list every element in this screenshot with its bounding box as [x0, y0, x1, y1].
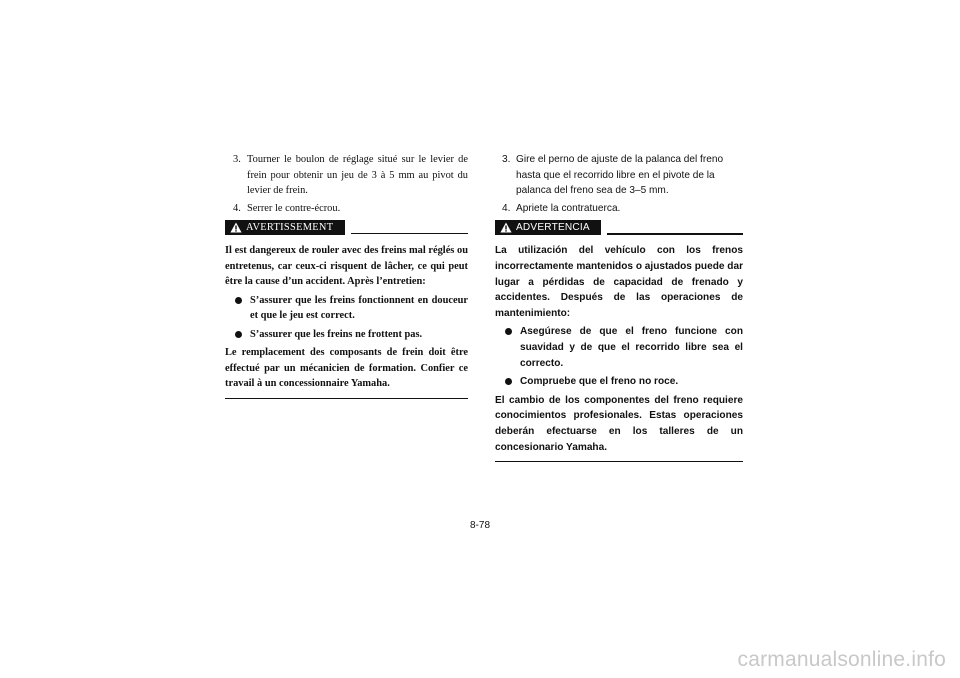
bullet-dot: [505, 378, 512, 385]
bullet-item: [495, 324, 743, 371]
warning-rule: [351, 233, 468, 234]
step-number: 3.: [233, 154, 241, 165]
bullet-item: [495, 374, 743, 390]
step-4-fr: [225, 201, 468, 217]
bullet-text: S’assurer que les freins fonctionnent en douceur et que le jeu est correct.: [250, 294, 468, 321]
warning-footer-es: El cambio de los componentes del freno requiere conocimientos profesionales. Estas operaciones deberán efectuarse en los talleres de un concesionario Yamaha.: [495, 394, 743, 453]
bullet-dot: [235, 297, 242, 304]
warning-badge: [495, 220, 601, 235]
spanish-column: [495, 152, 743, 462]
warning-badge: [225, 220, 345, 235]
bullet-dot: [235, 331, 242, 338]
bullet-text: S’assurer que les freins ne frottent pas.: [250, 328, 423, 340]
step-text: Serrer le contre-écrou.: [247, 202, 341, 214]
step-3-fr: [225, 152, 468, 199]
warning-label: ADVERTENCIA: [516, 222, 590, 234]
step-text: Tourner le boulon de réglage situé sur le levier de frein pour obtenir un jeu de 3 à 5 mm au pivot du levier de frein.: [247, 154, 468, 196]
warning-header-fr: [225, 219, 468, 237]
step-number: 4.: [233, 202, 241, 214]
step-number: 4.: [502, 202, 511, 214]
page-number: 8-78: [469, 520, 490, 531]
warning-end-rule: [225, 398, 468, 399]
bullet-text: Asegúrese de que el freno funcione con suavidad y de que el recorrido libre sea el correcto.: [520, 326, 743, 369]
warning-rule: [607, 233, 743, 234]
warning-intro-es: La utilización del vehículo con los frenos incorrectamente mantenidos o ajustados puede dar lugar a pérdidas de capacidad de frenado y accidentes. Después de las operaciones de mantenimiento:: [495, 245, 743, 319]
warning-label: AVERTISSEMENT: [246, 221, 334, 233]
step-number: 3.: [502, 154, 511, 165]
warning-end-rule: [495, 461, 743, 462]
bullet-text: Compruebe que el freno no roce.: [520, 376, 679, 388]
step-text: Gire el perno de ajuste de la palanca del freno hasta que el recorrido libre en el pivote de la palanca del freno sea de 3–5 mm.: [516, 154, 724, 197]
bullet-item: [225, 327, 468, 343]
watermark: carmanualsonline.info: [737, 648, 946, 671]
step-text: Apriete la contratuerca.: [516, 202, 621, 214]
warning-footer-fr: Le remplacement des composants de frein doit être effectué par un mécanicien de formation. Confier ce travail à un concessionnaire Yamaha.: [225, 347, 468, 389]
bullet-item: [225, 293, 468, 324]
warning-triangle-icon: [230, 222, 242, 233]
step-4-es: [495, 201, 743, 217]
french-column: [225, 152, 468, 399]
warning-header-es: [495, 219, 743, 237]
warning-triangle-icon: [500, 222, 512, 233]
step-3-es: [495, 152, 743, 199]
warning-intro-fr: Il est dangereux de rouler avec des freins mal réglés ou entretenus, car ceux-ci risquent de lâcher, ce qui peut être la cause d’un accident. Après l’entretien:: [225, 245, 468, 287]
bullet-dot: [505, 328, 512, 335]
